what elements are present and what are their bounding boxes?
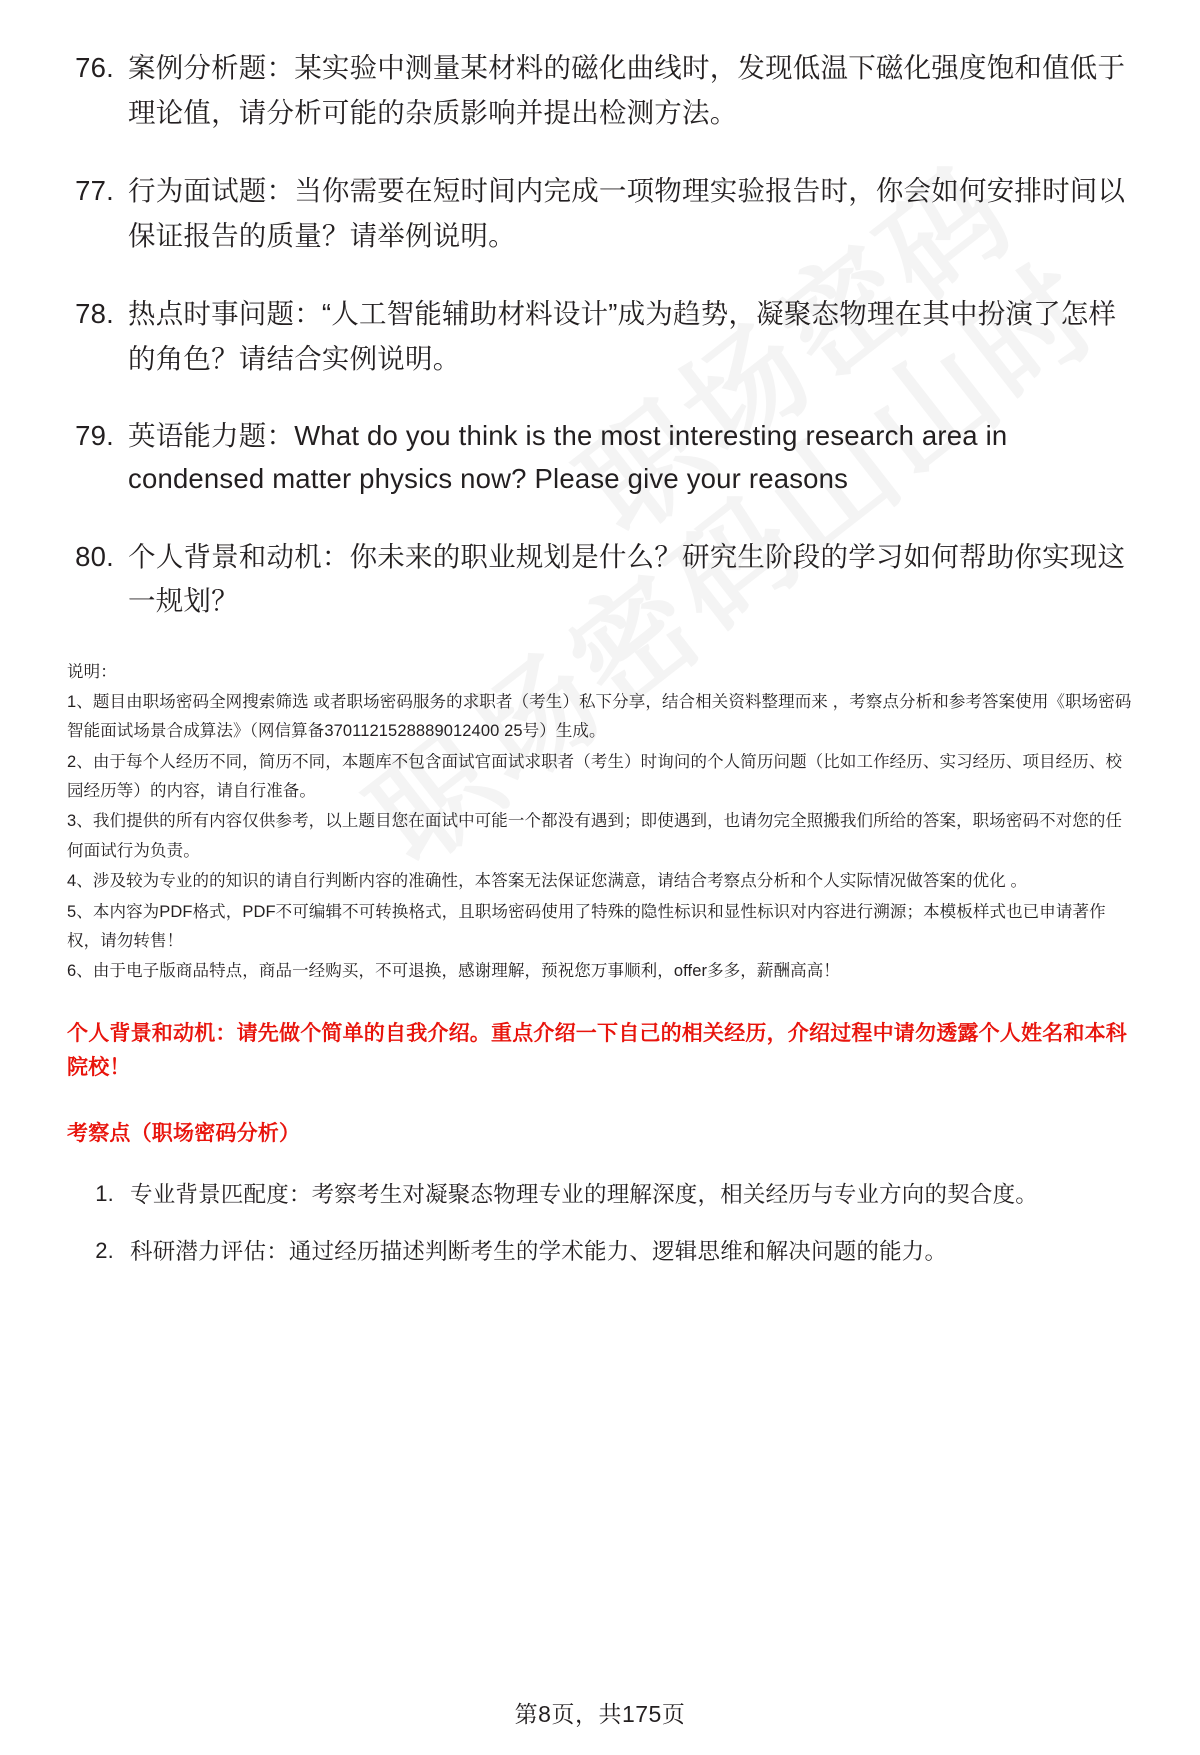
notes-title: 说明： xyxy=(67,662,117,681)
notes-block xyxy=(62,658,1138,987)
question-text: 英语能力题：What do you think is the most interesting research area in condensed matter physics now? Please give your reasons xyxy=(128,420,1008,494)
question-item xyxy=(62,169,1138,258)
question-list xyxy=(62,46,1138,624)
evaluation-section-title: 考察点（职场密码分析） xyxy=(67,1121,301,1145)
notes-line: 4、涉及较为专业的的知识的请自行判断内容的准确性，本答案无法保证您满意，请结合考察点分析和个人实际情况做答案的优化 。 xyxy=(67,872,1028,891)
point-number: 1. xyxy=(95,1180,114,1206)
question-number: 80. xyxy=(75,540,114,572)
question-text: 热点时事问题：“人工智能辅助材料设计”成为趋势，凝聚态物理在其中扮演了怎样的角色？请结合实例说明。 xyxy=(128,298,1117,374)
notes-line: 2、由于每个人经历不同，简历不同，本题库不包含面试官面试求职者（考生）时询问的个人简历问题（比如工作经历、实习经历、项目经历、校园经历等）的内容，请自行准备。 xyxy=(67,752,1123,801)
point-number: 2. xyxy=(95,1238,114,1264)
notes-line: 3、我们提供的所有内容仅供参考，以上题目您在面试中可能一个都没有遇到；即使遇到，也请勿完全照搬我们所给的答案，职场密码不对您的任何面试行为负责。 xyxy=(67,812,1123,860)
list-item xyxy=(62,1230,1138,1274)
notes-line: 1、题目由职场密码全网搜索筛选 或者职场密码服务的求职者（考生）私下分享，结合相关资料整理而来 ，考察点分析和参考答案使用《职场密码智能面试场景合成算法》（网信算备3701121528889012400 25号）生成。 xyxy=(67,692,1132,741)
question-item xyxy=(62,292,1138,381)
question-number: 78. xyxy=(75,298,114,330)
question-text: 案例分析题：某实验中测量某材料的磁化曲线时，发现低温下磁化强度饱和值低于理论值，请分析可能的杂质影响并提出检测方法。 xyxy=(128,52,1126,128)
question-number: 76. xyxy=(75,52,114,83)
self-introduction-prompt: 个人背景和动机：请先做个简单的自我介绍。重点介绍一下自己的相关经历，介绍过程中请勿透露个人姓名和本科院校！ xyxy=(67,1021,1127,1079)
question-item xyxy=(62,46,1138,135)
question-item xyxy=(62,535,1138,624)
question-text: 行为面试题：当你需要在短时间内完成一项物理实验报告时，你会如何安排时间以保证报告的质量？请举例说明。 xyxy=(128,175,1126,251)
point-text: 专业背景匹配度：考察考生对凝聚态物理专业的理解深度，相关经历与专业方向的契合度。 xyxy=(130,1181,1039,1207)
question-text: 个人背景和动机：你未来的职业规划是什么？研究生阶段的学习如何帮助你实现这一规划？ xyxy=(128,540,1126,617)
point-text: 科研潜力评估：通过经历描述判断考生的学术能力、逻辑思维和解决问题的能力。 xyxy=(130,1239,948,1265)
notes-line: 5、本内容为PDF格式，PDF不可编辑不可转换格式，且职场密码使用了特殊的隐性标识和显性标识对内容进行溯源；本模板样式也已申请著作权，请勿转售！ xyxy=(67,902,1106,950)
question-item xyxy=(62,415,1138,500)
question-number: 77. xyxy=(75,175,114,207)
page-footer: 第8页，共175页 xyxy=(514,1701,686,1727)
evaluation-point-list xyxy=(62,1173,1138,1275)
list-item xyxy=(62,1173,1138,1217)
document-content xyxy=(62,46,1138,1274)
notes-line: 6、由于电子版商品特点，商品一经购买，不可退换，感谢理解，预祝您万事顺利，offer多多，薪酬高高！ xyxy=(67,962,840,981)
question-number: 79. xyxy=(75,420,114,452)
